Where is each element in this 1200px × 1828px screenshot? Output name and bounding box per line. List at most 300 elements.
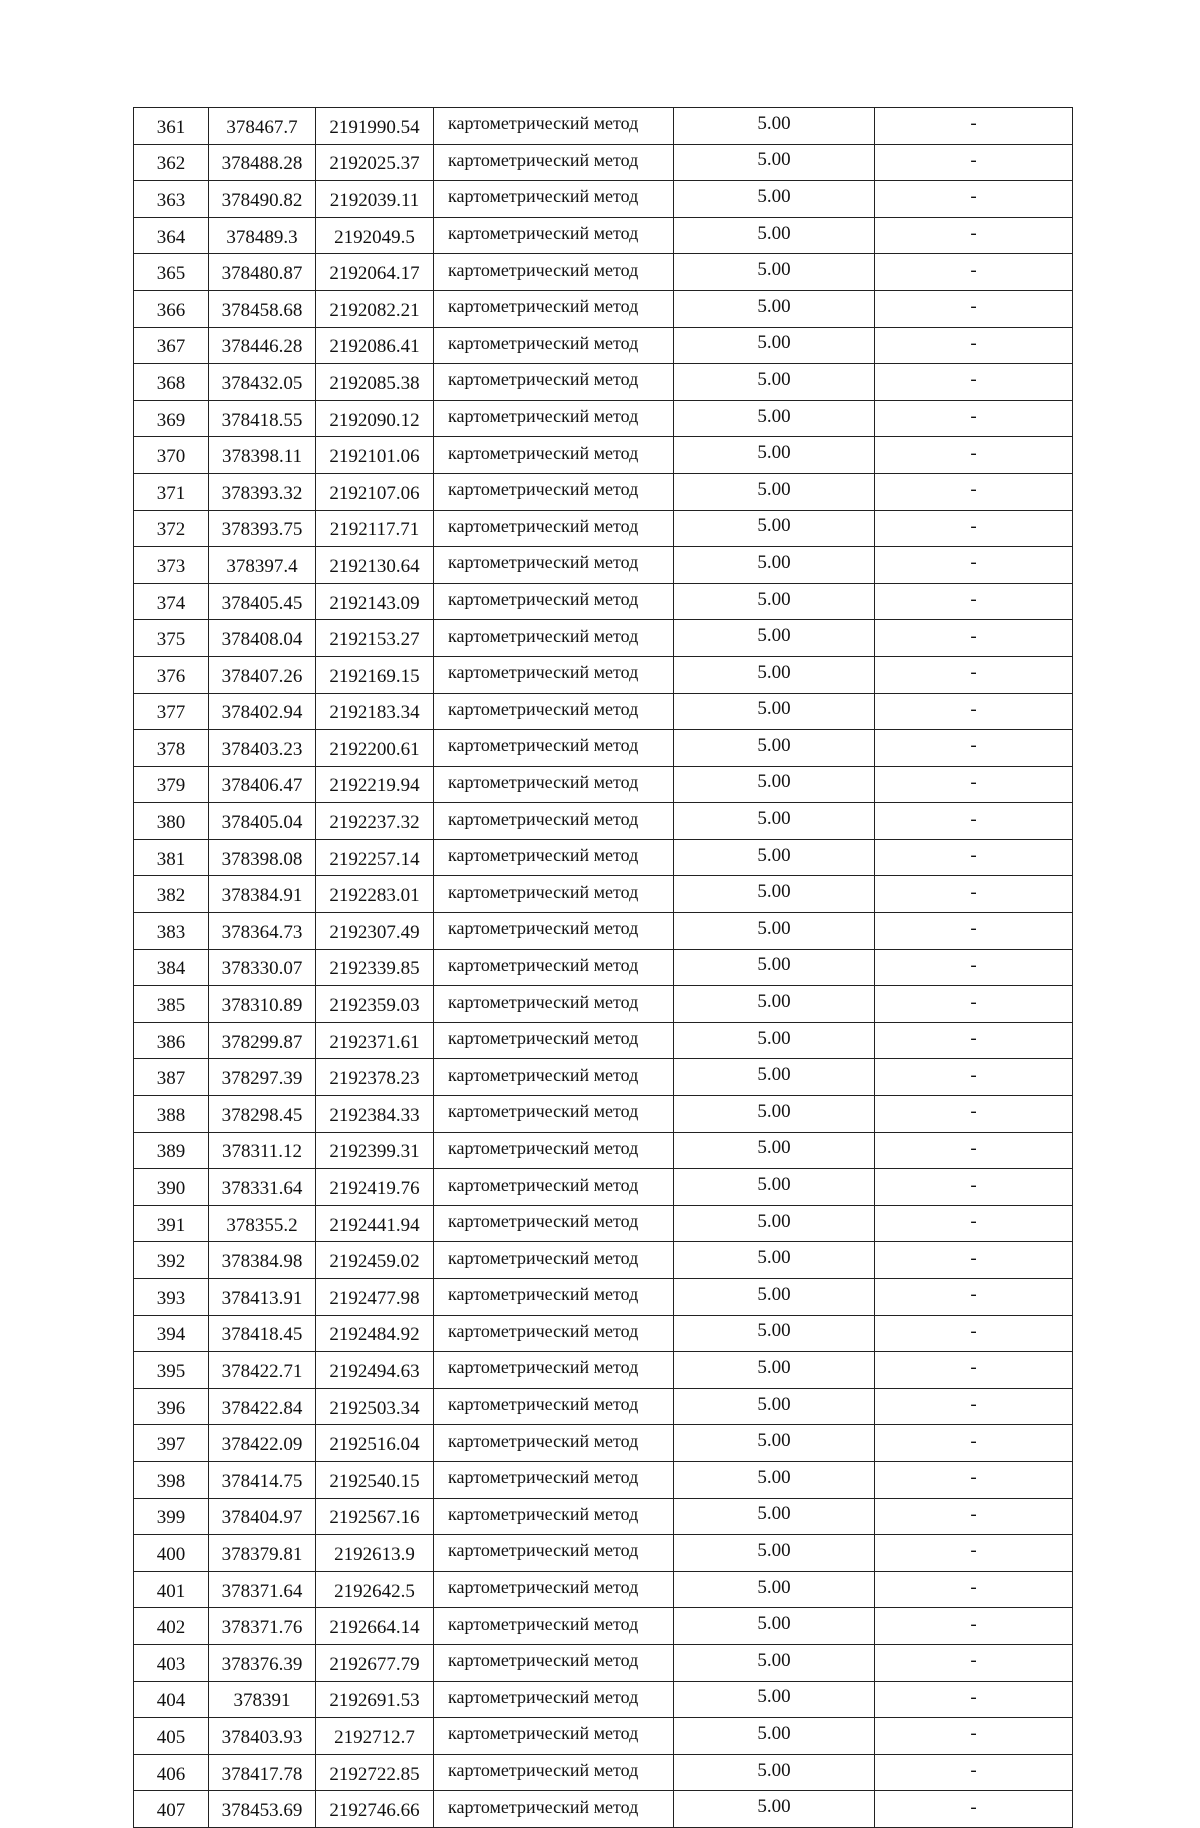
accuracy-cell: 5.00 xyxy=(674,766,875,803)
y-coordinate-cell: 2192378.23 xyxy=(316,1059,434,1096)
method-cell: картометрический метод xyxy=(434,181,674,218)
method-cell: картометрический метод xyxy=(434,254,674,291)
point-number-cell: 404 xyxy=(134,1681,209,1718)
accuracy-cell: 5.00 xyxy=(674,1059,875,1096)
y-coordinate-cell: 2192117.71 xyxy=(316,510,434,547)
x-coordinate-cell: 378298.45 xyxy=(209,1096,316,1133)
y-coordinate-cell: 2192101.06 xyxy=(316,437,434,474)
description-cell: - xyxy=(875,839,1073,876)
y-coordinate-cell: 2192339.85 xyxy=(316,949,434,986)
x-coordinate-cell: 378406.47 xyxy=(209,766,316,803)
description-cell: - xyxy=(875,217,1073,254)
description-cell: - xyxy=(875,1571,1073,1608)
method-cell: картометрический метод xyxy=(434,1169,674,1206)
y-coordinate-cell: 2192477.98 xyxy=(316,1279,434,1316)
description-cell: - xyxy=(875,1059,1073,1096)
accuracy-cell: 5.00 xyxy=(674,1718,875,1755)
method-cell: картометрический метод xyxy=(434,1681,674,1718)
accuracy-cell: 5.00 xyxy=(674,1571,875,1608)
x-coordinate-cell: 378488.28 xyxy=(209,144,316,181)
table-row xyxy=(134,876,1073,913)
x-coordinate-cell: 378489.3 xyxy=(209,217,316,254)
accuracy-cell: 5.00 xyxy=(674,839,875,876)
point-number-cell: 376 xyxy=(134,656,209,693)
accuracy-cell: 5.00 xyxy=(674,583,875,620)
method-cell: картометрический метод xyxy=(434,1791,674,1828)
accuracy-cell: 5.00 xyxy=(674,1461,875,1498)
description-cell: - xyxy=(875,1315,1073,1352)
accuracy-cell: 5.00 xyxy=(674,400,875,437)
y-coordinate-cell: 2192613.9 xyxy=(316,1535,434,1572)
table-row xyxy=(134,986,1073,1023)
point-number-cell: 398 xyxy=(134,1461,209,1498)
y-coordinate-cell: 2192143.09 xyxy=(316,583,434,620)
table-row xyxy=(134,803,1073,840)
table-row xyxy=(134,1718,1073,1755)
point-number-cell: 384 xyxy=(134,949,209,986)
table-row xyxy=(134,181,1073,218)
table-row xyxy=(134,1608,1073,1645)
method-cell: картометрический метод xyxy=(434,437,674,474)
description-cell: - xyxy=(875,108,1073,145)
table-row xyxy=(134,1096,1073,1133)
accuracy-cell: 5.00 xyxy=(674,108,875,145)
table-row xyxy=(134,949,1073,986)
method-cell: картометрический метод xyxy=(434,547,674,584)
x-coordinate-cell: 378297.39 xyxy=(209,1059,316,1096)
table-row xyxy=(134,1132,1073,1169)
point-number-cell: 385 xyxy=(134,986,209,1023)
description-cell: - xyxy=(875,254,1073,291)
y-coordinate-cell: 2192130.64 xyxy=(316,547,434,584)
y-coordinate-cell: 2192283.01 xyxy=(316,876,434,913)
x-coordinate-cell: 378397.4 xyxy=(209,547,316,584)
accuracy-cell: 5.00 xyxy=(674,1791,875,1828)
table-row xyxy=(134,1425,1073,1462)
table-row xyxy=(134,693,1073,730)
point-number-cell: 370 xyxy=(134,437,209,474)
table-row xyxy=(134,839,1073,876)
x-coordinate-cell: 378418.45 xyxy=(209,1315,316,1352)
method-cell: картометрический метод xyxy=(434,876,674,913)
point-number-cell: 364 xyxy=(134,217,209,254)
table-row xyxy=(134,144,1073,181)
point-number-cell: 406 xyxy=(134,1754,209,1791)
method-cell: картометрический метод xyxy=(434,1315,674,1352)
accuracy-cell: 5.00 xyxy=(674,1242,875,1279)
x-coordinate-cell: 378371.76 xyxy=(209,1608,316,1645)
point-number-cell: 366 xyxy=(134,290,209,327)
method-cell: картометрический метод xyxy=(434,473,674,510)
point-number-cell: 394 xyxy=(134,1315,209,1352)
table-row xyxy=(134,510,1073,547)
accuracy-cell: 5.00 xyxy=(674,364,875,401)
x-coordinate-cell: 378422.71 xyxy=(209,1352,316,1389)
point-number-cell: 381 xyxy=(134,839,209,876)
y-coordinate-cell: 2192307.49 xyxy=(316,913,434,950)
accuracy-cell: 5.00 xyxy=(674,693,875,730)
accuracy-cell: 5.00 xyxy=(674,913,875,950)
method-cell: картометрический метод xyxy=(434,1644,674,1681)
table-row xyxy=(134,913,1073,950)
accuracy-cell: 5.00 xyxy=(674,1644,875,1681)
accuracy-cell: 5.00 xyxy=(674,437,875,474)
method-cell: картометрический метод xyxy=(434,656,674,693)
point-number-cell: 367 xyxy=(134,327,209,364)
x-coordinate-cell: 378384.98 xyxy=(209,1242,316,1279)
table-row xyxy=(134,400,1073,437)
y-coordinate-cell: 2192459.02 xyxy=(316,1242,434,1279)
description-cell: - xyxy=(875,1425,1073,1462)
table-row xyxy=(134,730,1073,767)
table-row xyxy=(134,364,1073,401)
accuracy-cell: 5.00 xyxy=(674,547,875,584)
point-number-cell: 363 xyxy=(134,181,209,218)
point-number-cell: 361 xyxy=(134,108,209,145)
point-number-cell: 387 xyxy=(134,1059,209,1096)
method-cell: картометрический метод xyxy=(434,364,674,401)
method-cell: картометрический метод xyxy=(434,803,674,840)
description-cell: - xyxy=(875,693,1073,730)
method-cell: картометрический метод xyxy=(434,1205,674,1242)
description-cell: - xyxy=(875,181,1073,218)
x-coordinate-cell: 378398.11 xyxy=(209,437,316,474)
point-number-cell: 365 xyxy=(134,254,209,291)
point-number-cell: 389 xyxy=(134,1132,209,1169)
accuracy-cell: 5.00 xyxy=(674,1169,875,1206)
point-number-cell: 369 xyxy=(134,400,209,437)
description-cell: - xyxy=(875,656,1073,693)
point-number-cell: 386 xyxy=(134,1022,209,1059)
point-number-cell: 382 xyxy=(134,876,209,913)
method-cell: картометрический метод xyxy=(434,1279,674,1316)
method-cell: картометрический метод xyxy=(434,327,674,364)
x-coordinate-cell: 378418.55 xyxy=(209,400,316,437)
method-cell: картометрический метод xyxy=(434,1242,674,1279)
method-cell: картометрический метод xyxy=(434,1535,674,1572)
table-row xyxy=(134,1169,1073,1206)
method-cell: картометрический метод xyxy=(434,1754,674,1791)
accuracy-cell: 5.00 xyxy=(674,327,875,364)
method-cell: картометрический метод xyxy=(434,620,674,657)
y-coordinate-cell: 2192183.34 xyxy=(316,693,434,730)
description-cell: - xyxy=(875,1242,1073,1279)
description-cell: - xyxy=(875,583,1073,620)
x-coordinate-cell: 378355.2 xyxy=(209,1205,316,1242)
accuracy-cell: 5.00 xyxy=(674,1535,875,1572)
method-cell: картометрический метод xyxy=(434,730,674,767)
accuracy-cell: 5.00 xyxy=(674,730,875,767)
table-row xyxy=(134,1498,1073,1535)
x-coordinate-cell: 378398.08 xyxy=(209,839,316,876)
x-coordinate-cell: 378453.69 xyxy=(209,1791,316,1828)
description-cell: - xyxy=(875,1096,1073,1133)
description-cell: - xyxy=(875,327,1073,364)
method-cell: картометрический метод xyxy=(434,144,674,181)
y-coordinate-cell: 2192200.61 xyxy=(316,730,434,767)
y-coordinate-cell: 2192086.41 xyxy=(316,327,434,364)
x-coordinate-cell: 378446.28 xyxy=(209,327,316,364)
accuracy-cell: 5.00 xyxy=(674,181,875,218)
description-cell: - xyxy=(875,986,1073,1023)
table-row xyxy=(134,1791,1073,1828)
point-number-cell: 405 xyxy=(134,1718,209,1755)
x-coordinate-cell: 378414.75 xyxy=(209,1461,316,1498)
description-cell: - xyxy=(875,1644,1073,1681)
y-coordinate-cell: 2192384.33 xyxy=(316,1096,434,1133)
description-cell: - xyxy=(875,620,1073,657)
y-coordinate-cell: 2192085.38 xyxy=(316,364,434,401)
y-coordinate-cell: 2192746.66 xyxy=(316,1791,434,1828)
method-cell: картометрический метод xyxy=(434,1096,674,1133)
accuracy-cell: 5.00 xyxy=(674,1498,875,1535)
y-coordinate-cell: 2192049.5 xyxy=(316,217,434,254)
point-number-cell: 368 xyxy=(134,364,209,401)
point-number-cell: 380 xyxy=(134,803,209,840)
point-number-cell: 377 xyxy=(134,693,209,730)
accuracy-cell: 5.00 xyxy=(674,1681,875,1718)
method-cell: картометрический метод xyxy=(434,1022,674,1059)
accuracy-cell: 5.00 xyxy=(674,290,875,327)
method-cell: картометрический метод xyxy=(434,1571,674,1608)
table-row xyxy=(134,1315,1073,1352)
table-row xyxy=(134,1535,1073,1572)
description-cell: - xyxy=(875,913,1073,950)
x-coordinate-cell: 378403.93 xyxy=(209,1718,316,1755)
point-number-cell: 388 xyxy=(134,1096,209,1133)
x-coordinate-cell: 378432.05 xyxy=(209,364,316,401)
x-coordinate-cell: 378404.97 xyxy=(209,1498,316,1535)
point-number-cell: 393 xyxy=(134,1279,209,1316)
description-cell: - xyxy=(875,290,1073,327)
y-coordinate-cell: 2192494.63 xyxy=(316,1352,434,1389)
accuracy-cell: 5.00 xyxy=(674,473,875,510)
table-row xyxy=(134,1388,1073,1425)
y-coordinate-cell: 2192082.21 xyxy=(316,290,434,327)
table-row xyxy=(134,254,1073,291)
x-coordinate-cell: 378384.91 xyxy=(209,876,316,913)
point-number-cell: 402 xyxy=(134,1608,209,1645)
accuracy-cell: 5.00 xyxy=(674,1096,875,1133)
method-cell: картометрический метод xyxy=(434,1425,674,1462)
x-coordinate-cell: 378364.73 xyxy=(209,913,316,950)
table-row xyxy=(134,437,1073,474)
point-number-cell: 396 xyxy=(134,1388,209,1425)
table-row xyxy=(134,1242,1073,1279)
method-cell: картометрический метод xyxy=(434,693,674,730)
y-coordinate-cell: 2192257.14 xyxy=(316,839,434,876)
x-coordinate-cell: 378490.82 xyxy=(209,181,316,218)
table-row xyxy=(134,1681,1073,1718)
accuracy-cell: 5.00 xyxy=(674,1754,875,1791)
y-coordinate-cell: 2192169.15 xyxy=(316,656,434,693)
x-coordinate-cell: 378405.45 xyxy=(209,583,316,620)
x-coordinate-cell: 378393.75 xyxy=(209,510,316,547)
y-coordinate-cell: 2192712.7 xyxy=(316,1718,434,1755)
x-coordinate-cell: 378422.09 xyxy=(209,1425,316,1462)
method-cell: картометрический метод xyxy=(434,510,674,547)
table-row xyxy=(134,583,1073,620)
accuracy-cell: 5.00 xyxy=(674,1352,875,1389)
point-number-cell: 373 xyxy=(134,547,209,584)
table-row xyxy=(134,1644,1073,1681)
point-number-cell: 362 xyxy=(134,144,209,181)
method-cell: картометрический метод xyxy=(434,1132,674,1169)
table-row xyxy=(134,1571,1073,1608)
accuracy-cell: 5.00 xyxy=(674,949,875,986)
method-cell: картометрический метод xyxy=(434,1388,674,1425)
point-number-cell: 392 xyxy=(134,1242,209,1279)
description-cell: - xyxy=(875,803,1073,840)
y-coordinate-cell: 2192025.37 xyxy=(316,144,434,181)
description-cell: - xyxy=(875,1461,1073,1498)
point-number-cell: 395 xyxy=(134,1352,209,1389)
x-coordinate-cell: 378311.12 xyxy=(209,1132,316,1169)
table-row xyxy=(134,1754,1073,1791)
x-coordinate-cell: 378413.91 xyxy=(209,1279,316,1316)
table-row xyxy=(134,1461,1073,1498)
accuracy-cell: 5.00 xyxy=(674,144,875,181)
description-cell: - xyxy=(875,1279,1073,1316)
y-coordinate-cell: 2192039.11 xyxy=(316,181,434,218)
method-cell: картометрический метод xyxy=(434,1059,674,1096)
description-cell: - xyxy=(875,1791,1073,1828)
description-cell: - xyxy=(875,1718,1073,1755)
x-coordinate-cell: 378407.26 xyxy=(209,656,316,693)
y-coordinate-cell: 2192691.53 xyxy=(316,1681,434,1718)
method-cell: картометрический метод xyxy=(434,1352,674,1389)
accuracy-cell: 5.00 xyxy=(674,510,875,547)
y-coordinate-cell: 2192722.85 xyxy=(316,1754,434,1791)
description-cell: - xyxy=(875,766,1073,803)
y-coordinate-cell: 2192540.15 xyxy=(316,1461,434,1498)
description-cell: - xyxy=(875,547,1073,584)
table-row xyxy=(134,1022,1073,1059)
accuracy-cell: 5.00 xyxy=(674,1315,875,1352)
description-cell: - xyxy=(875,1169,1073,1206)
description-cell: - xyxy=(875,437,1073,474)
y-coordinate-cell: 2192359.03 xyxy=(316,986,434,1023)
x-coordinate-cell: 378403.23 xyxy=(209,730,316,767)
point-number-cell: 399 xyxy=(134,1498,209,1535)
description-cell: - xyxy=(875,1352,1073,1389)
coordinates-table xyxy=(133,107,1073,1828)
table-row xyxy=(134,108,1073,145)
y-coordinate-cell: 2192107.06 xyxy=(316,473,434,510)
y-coordinate-cell: 2192064.17 xyxy=(316,254,434,291)
method-cell: картометрический метод xyxy=(434,949,674,986)
description-cell: - xyxy=(875,1681,1073,1718)
point-number-cell: 407 xyxy=(134,1791,209,1828)
point-number-cell: 372 xyxy=(134,510,209,547)
x-coordinate-cell: 378330.07 xyxy=(209,949,316,986)
description-cell: - xyxy=(875,1535,1073,1572)
point-number-cell: 379 xyxy=(134,766,209,803)
description-cell: - xyxy=(875,400,1073,437)
y-coordinate-cell: 2192677.79 xyxy=(316,1644,434,1681)
accuracy-cell: 5.00 xyxy=(674,1608,875,1645)
description-cell: - xyxy=(875,364,1073,401)
table-row xyxy=(134,1279,1073,1316)
method-cell: картометрический метод xyxy=(434,290,674,327)
table-row xyxy=(134,1352,1073,1389)
y-coordinate-cell: 2192237.32 xyxy=(316,803,434,840)
y-coordinate-cell: 2192567.16 xyxy=(316,1498,434,1535)
table-row xyxy=(134,473,1073,510)
y-coordinate-cell: 2192441.94 xyxy=(316,1205,434,1242)
point-number-cell: 375 xyxy=(134,620,209,657)
accuracy-cell: 5.00 xyxy=(674,1205,875,1242)
accuracy-cell: 5.00 xyxy=(674,1279,875,1316)
x-coordinate-cell: 378310.89 xyxy=(209,986,316,1023)
table-row xyxy=(134,766,1073,803)
accuracy-cell: 5.00 xyxy=(674,876,875,913)
accuracy-cell: 5.00 xyxy=(674,986,875,1023)
description-cell: - xyxy=(875,473,1073,510)
point-number-cell: 371 xyxy=(134,473,209,510)
description-cell: - xyxy=(875,1388,1073,1425)
point-number-cell: 383 xyxy=(134,913,209,950)
method-cell: картометрический метод xyxy=(434,1608,674,1645)
x-coordinate-cell: 378371.64 xyxy=(209,1571,316,1608)
x-coordinate-cell: 378467.7 xyxy=(209,108,316,145)
description-cell: - xyxy=(875,730,1073,767)
x-coordinate-cell: 378391 xyxy=(209,1681,316,1718)
method-cell: картометрический метод xyxy=(434,1461,674,1498)
y-coordinate-cell: 2192153.27 xyxy=(316,620,434,657)
table-row xyxy=(134,327,1073,364)
accuracy-cell: 5.00 xyxy=(674,1425,875,1462)
point-number-cell: 397 xyxy=(134,1425,209,1462)
x-coordinate-cell: 378376.39 xyxy=(209,1644,316,1681)
point-number-cell: 400 xyxy=(134,1535,209,1572)
table-row xyxy=(134,1205,1073,1242)
y-coordinate-cell: 2192664.14 xyxy=(316,1608,434,1645)
method-cell: картометрический метод xyxy=(434,986,674,1023)
method-cell: картометрический метод xyxy=(434,1718,674,1755)
description-cell: - xyxy=(875,144,1073,181)
method-cell: картометрический метод xyxy=(434,583,674,620)
x-coordinate-cell: 378458.68 xyxy=(209,290,316,327)
table-row xyxy=(134,547,1073,584)
table-row xyxy=(134,620,1073,657)
accuracy-cell: 5.00 xyxy=(674,803,875,840)
table-row xyxy=(134,656,1073,693)
coordinates-table-body xyxy=(134,108,1073,1828)
accuracy-cell: 5.00 xyxy=(674,620,875,657)
description-cell: - xyxy=(875,1754,1073,1791)
x-coordinate-cell: 378480.87 xyxy=(209,254,316,291)
point-number-cell: 403 xyxy=(134,1644,209,1681)
description-cell: - xyxy=(875,1205,1073,1242)
description-cell: - xyxy=(875,1132,1073,1169)
point-number-cell: 391 xyxy=(134,1205,209,1242)
x-coordinate-cell: 378417.78 xyxy=(209,1754,316,1791)
accuracy-cell: 5.00 xyxy=(674,1022,875,1059)
method-cell: картометрический метод xyxy=(434,400,674,437)
x-coordinate-cell: 378299.87 xyxy=(209,1022,316,1059)
x-coordinate-cell: 378405.04 xyxy=(209,803,316,840)
method-cell: картометрический метод xyxy=(434,839,674,876)
point-number-cell: 374 xyxy=(134,583,209,620)
accuracy-cell: 5.00 xyxy=(674,217,875,254)
y-coordinate-cell: 2192090.12 xyxy=(316,400,434,437)
description-cell: - xyxy=(875,510,1073,547)
table-row xyxy=(134,290,1073,327)
x-coordinate-cell: 378331.64 xyxy=(209,1169,316,1206)
y-coordinate-cell: 2192503.34 xyxy=(316,1388,434,1425)
x-coordinate-cell: 378408.04 xyxy=(209,620,316,657)
